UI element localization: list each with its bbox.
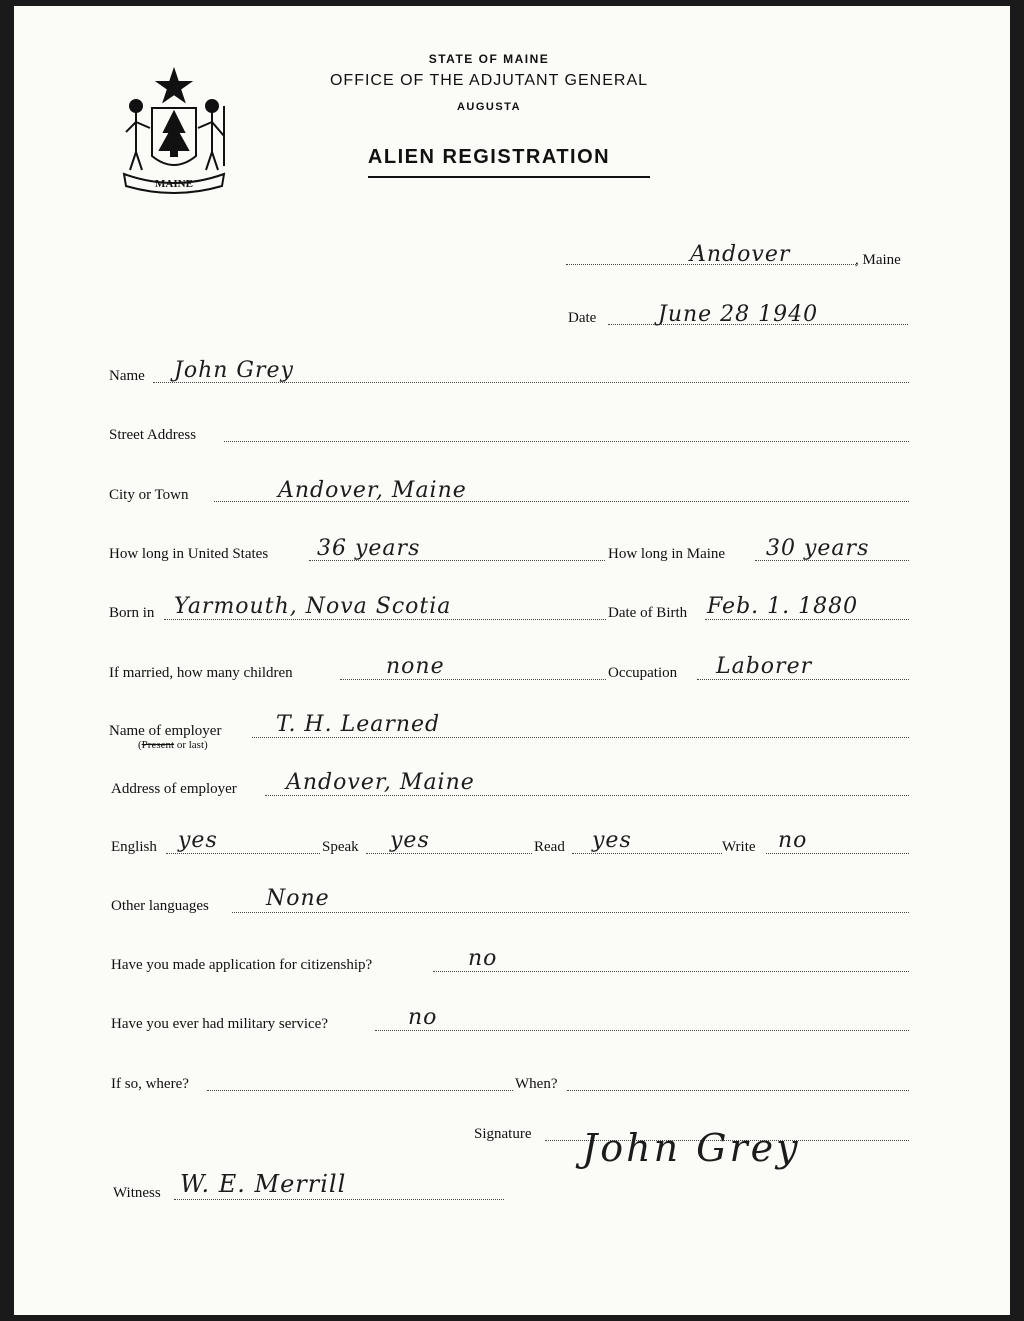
occupation-value: Laborer <box>716 654 813 679</box>
employer-value: T. H. Learned <box>276 712 441 737</box>
born-in-label: Born in <box>109 605 155 621</box>
state-heading: STATE OF MAINE <box>428 52 550 66</box>
witness-line <box>174 1199 504 1200</box>
birth-date-value: Feb. 1. 1880 <box>707 594 859 619</box>
employer-note: (Present or last) <box>138 739 208 751</box>
citizenship-label: Have you made application for citizenship? <box>111 957 373 973</box>
military-value: no <box>408 1005 438 1030</box>
children-label: If married, how many children <box>109 665 293 681</box>
born-in-line <box>164 619 606 620</box>
english-label: English <box>111 839 157 855</box>
date-value: June 28 1940 <box>658 302 819 327</box>
read-label: Read <box>534 839 565 855</box>
other-languages-value: None <box>266 886 330 911</box>
birth-date-line <box>705 619 909 620</box>
english-line <box>166 853 320 854</box>
write-line <box>766 853 909 854</box>
witness-value: W. E. Merrill <box>180 1170 347 1198</box>
military-line <box>375 1030 909 1031</box>
military-label: Have you ever had military service? <box>111 1016 328 1032</box>
place-suffix-label: , Maine <box>855 252 901 268</box>
citizenship-value: no <box>468 946 498 971</box>
citizenship-line <box>433 971 909 972</box>
registration-form <box>14 6 1010 1315</box>
employer-line <box>252 737 909 738</box>
children-value: none <box>386 654 445 679</box>
write-label: Write <box>722 839 756 855</box>
children-line <box>340 679 606 680</box>
occupation-label: Occupation <box>608 665 678 681</box>
english-value: yes <box>178 828 218 853</box>
name-value: John Grey <box>174 358 294 383</box>
where-label: If so, where? <box>111 1076 189 1092</box>
speak-value: yes <box>390 828 430 853</box>
employer-label: Name of employer <box>109 723 222 739</box>
signature-label: Signature <box>474 1126 532 1142</box>
when-label: When? <box>515 1076 558 1092</box>
where-line <box>207 1090 513 1091</box>
us-years-label: How long in United States <box>109 546 269 562</box>
speak-label: Speak <box>322 839 359 855</box>
employer-note-struck: Present <box>141 739 175 751</box>
street-label: Street Address <box>109 427 197 443</box>
seal-banner-text: MAINE <box>155 178 193 190</box>
read-value: yes <box>592 828 632 853</box>
title-underline <box>368 176 650 178</box>
date-label: Date <box>568 310 597 326</box>
birth-date-label: Date of Birth <box>608 605 688 621</box>
speak-line <box>366 853 532 854</box>
born-in-value: Yarmouth, Nova Scotia <box>174 594 452 619</box>
witness-label: Witness <box>113 1185 161 1201</box>
form-title: ALIEN REGISTRATION <box>367 146 611 168</box>
office-heading: OFFICE OF THE ADJUTANT GENERAL <box>329 72 649 89</box>
signature-value: John Grey <box>582 1126 801 1170</box>
employer-address-value: Andover, Maine <box>286 770 475 795</box>
when-line <box>567 1090 909 1091</box>
occupation-line <box>697 679 909 680</box>
maine-years-value: 30 years <box>766 536 870 561</box>
us-years-value: 36 years <box>317 536 421 561</box>
city-value: Andover, Maine <box>278 478 467 503</box>
name-label: Name <box>109 368 145 384</box>
read-line <box>572 853 722 854</box>
city-heading: AUGUSTA <box>456 101 522 113</box>
other-languages-line <box>232 912 909 913</box>
employer-address-label: Address of employer <box>111 781 237 797</box>
city-label: City or Town <box>109 487 189 503</box>
place-value: Andover <box>690 242 791 267</box>
other-languages-label: Other languages <box>111 898 209 914</box>
street-line <box>224 441 909 442</box>
write-value: no <box>778 828 808 853</box>
maine-years-label: How long in Maine <box>608 546 726 562</box>
employer-address-line <box>265 795 909 796</box>
